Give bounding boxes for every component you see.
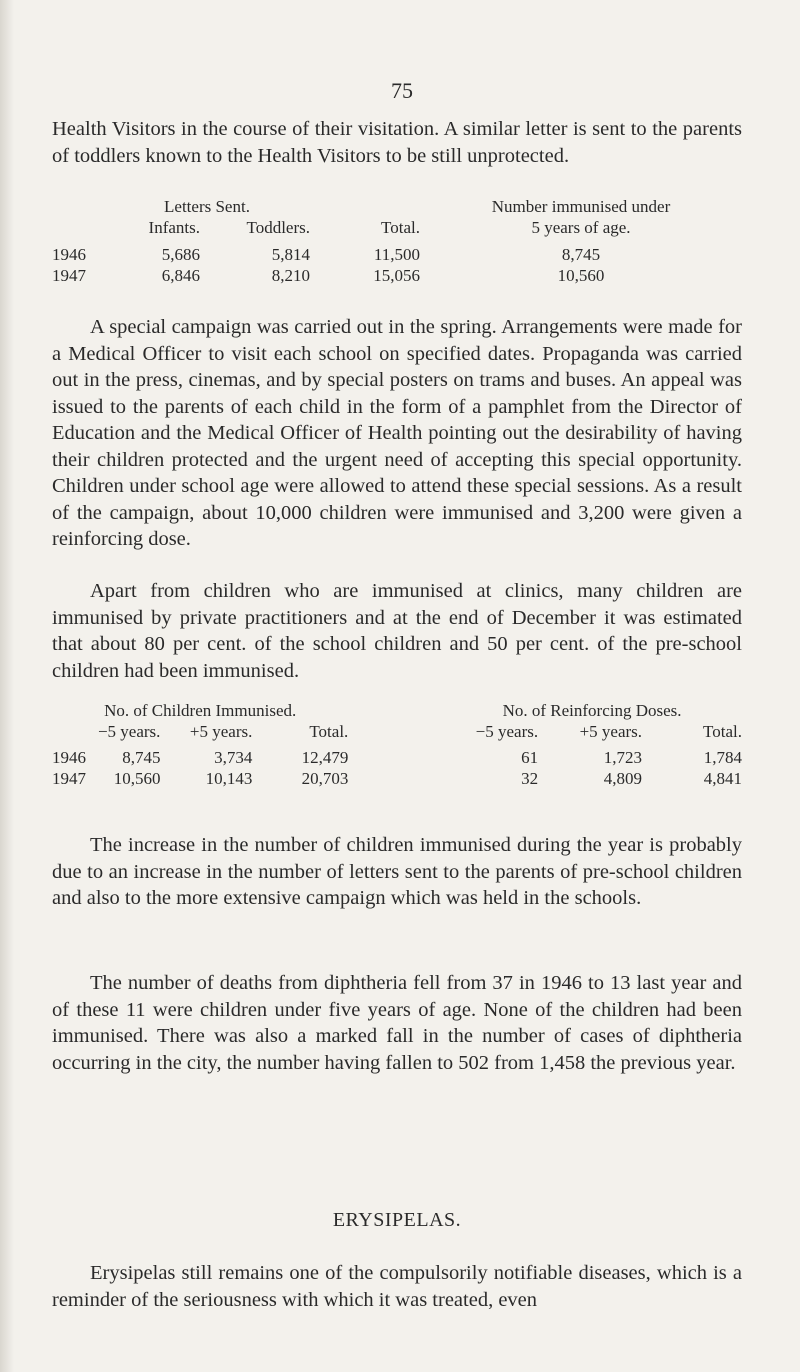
group-header-letters-sent: Letters Sent. [164,197,250,216]
table-row [52,244,742,265]
col-header-immunised-line2: 5 years of age. [531,218,631,237]
col-header-toddlers: Toddlers. [246,218,310,237]
col-header-over-5: +5 years. [579,722,643,741]
paragraph-increase: The increase in the number of children immunised during the year is probably due to an increase in the number of letters sent to the parents of pre-school children and also to the more extensive campaign which was held in the schools. [52,834,742,909]
table-header-row [52,217,742,238]
cell-rein-over5: 4,809 [603,769,643,788]
paragraph-diphtheria-deaths: The number of deaths from diphtheria fell from 37 in 1946 to 13 last year and of these 11 were children under five years of age. None of the children had been immunised. There was also a marked fall in the number of cases of diphtheria occurring in the city, the number having fallen to 502 from 1,458 the previous year. [52,972,742,1074]
col-header-under-5: −5 years. [475,722,539,741]
paragraph-private-practitioners: Apart from children who are immunised at clinics, many children are immunised by private practitioners and at the end of December it was estimated that about 80 per cent. of the school children and 50 per cent. of the pre-school children had been immunised. [52,580,742,682]
cell-immunised: 8,745 [561,245,601,264]
page-number: 75 [391,78,413,103]
row-year: 1947 [52,769,86,788]
table-row [52,747,742,768]
col-header-under-5: −5 years. [97,722,161,741]
cell-total: 15,056 [373,266,420,285]
cell-toddlers: 8,210 [271,266,310,285]
row-year: 1947 [52,266,86,285]
col-header-over-5: +5 years. [189,722,253,741]
cell-rein-total: 1,784 [703,748,742,767]
paragraph-erysipelas: Erysipelas still remains one of the compulsorily notifiable diseases, which is a reminder of the seriousness with which it was treated, even [52,1262,742,1311]
col-header-total: Total. [381,218,420,237]
cell-imm-total: 12,479 [301,748,349,767]
paragraph-letters-intro: Health Visitors in the course of their visitation. A similar letter is sent to the parents of toddlers known to the Health Visitors to be still unprotected. [52,118,742,167]
immunisation-table [52,700,742,789]
cell-rein-under5: 32 [521,769,539,788]
cell-imm-total: 20,703 [301,769,349,788]
cell-imm-under5: 8,745 [122,748,161,767]
table-header-row [52,196,742,217]
cell-imm-over5: 10,143 [205,769,253,788]
cell-infants: 5,686 [161,245,200,264]
section-heading-erysipelas: ERYSIPELAS. [332,1209,462,1231]
row-year: 1946 [52,245,86,264]
cell-imm-under5: 10,560 [113,769,161,788]
cell-rein-under5: 61 [521,748,539,767]
page-edge-shadow [0,0,14,1372]
cell-imm-over5: 3,734 [214,748,253,767]
col-header-total: Total. [703,722,742,741]
group-header-reinforcing-doses: No. of Reinforcing Doses. [502,701,682,720]
col-header-immunised: Number immunised under [491,197,671,216]
cell-total: 11,500 [373,245,420,264]
table-header-row [52,721,742,742]
cell-rein-total: 4,841 [703,769,742,788]
cell-rein-over5: 1,723 [603,748,643,767]
table-header-row [52,700,742,721]
row-year: 1946 [52,748,86,767]
cell-infants: 6,846 [161,266,200,285]
table-row [52,768,742,789]
table-row [52,265,742,286]
cell-toddlers: 5,814 [271,245,310,264]
col-header-infants: Infants. [148,218,200,237]
col-header-total: Total. [309,722,349,741]
paragraph-special-campaign: A special campaign was carried out in the spring. Arrangements were made for a Medical Officer to visit each school on specified dates. Propaganda was carried out in the press, cinemas, and by special posters on trams and buses. An appeal was issued to the parents of each child in the form of a pamphlet from the Director of Education and the Medical Officer of Health pointing out the desirability of having their children protected and the urgent need of accepting this special opportunity. Children under school age were allowed to attend these special sessions. As a result of the campaign, about 10,000 children were immunised and 3,200 were given a reinforcing dose. [52,316,742,550]
letters-sent-table [52,196,742,286]
group-header-children-immunised: No. of Children Immunised. [104,701,297,720]
cell-immunised: 10,560 [557,266,605,285]
